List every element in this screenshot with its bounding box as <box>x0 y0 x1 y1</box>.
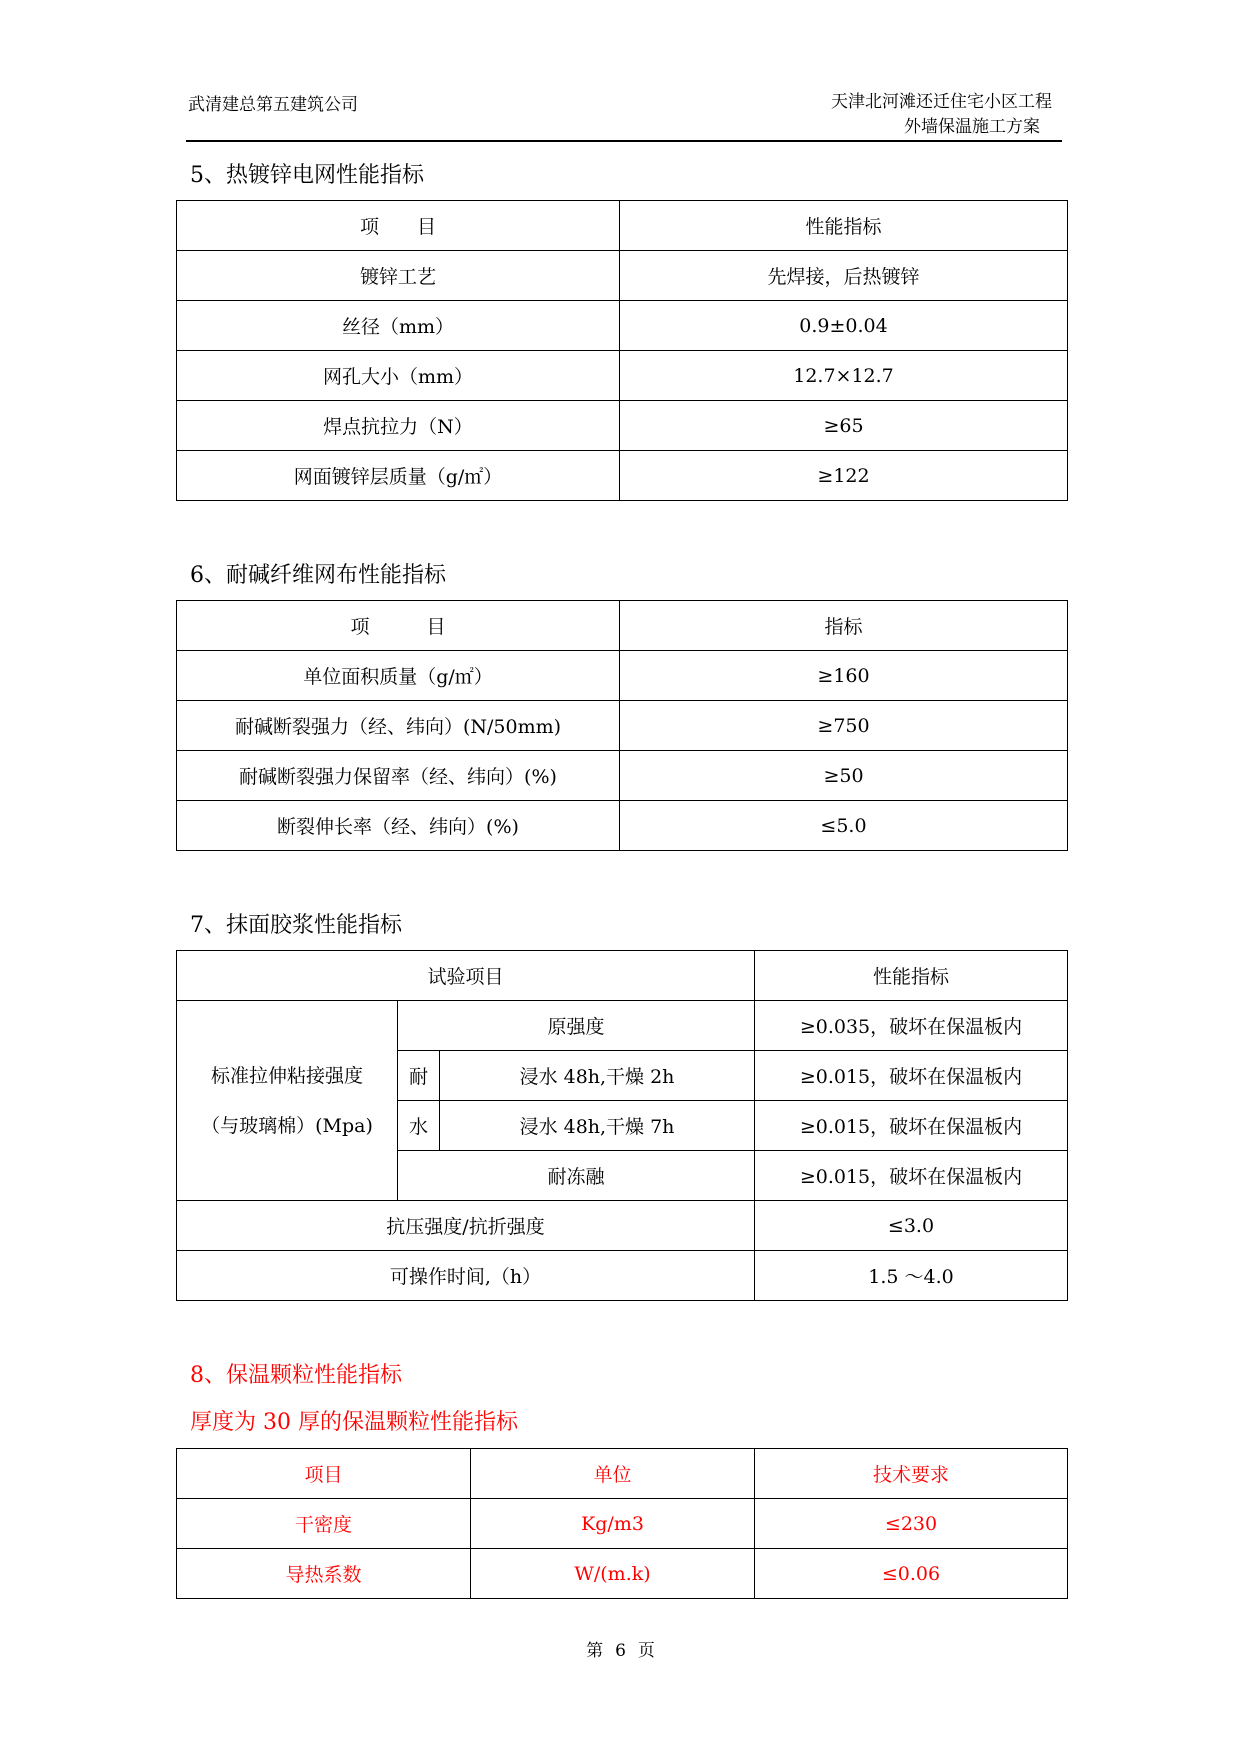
page-number-prefix: 第 <box>586 1641 604 1661</box>
item-cell: 干密度 <box>177 1499 471 1549</box>
header-cell: 性能指标 <box>755 951 1068 1001</box>
table-row <box>177 1201 1068 1251</box>
group-label-line2: （与玻璃棉）(Mpa) <box>201 1114 373 1137</box>
section6-table <box>176 600 1068 851</box>
table-row <box>177 651 1068 701</box>
header-cell: 单位 <box>471 1449 755 1499</box>
table-header-row <box>177 201 1068 251</box>
page-header <box>186 84 1062 142</box>
value-cell: 0.9±0.04 <box>620 301 1068 351</box>
project-title-line2: 外墙保温施工方案 <box>904 117 1040 137</box>
table-row <box>177 751 1068 801</box>
group-label-line1: 标准拉伸粘接强度 <box>210 1064 363 1087</box>
water-label-cell: 耐 <box>398 1051 440 1101</box>
table-row <box>177 801 1068 851</box>
value-cell: ≥0.015，破坏在保温板内 <box>755 1101 1068 1151</box>
group-label-cell <box>177 1001 398 1201</box>
table-row <box>177 1001 1068 1051</box>
value-cell: ≥0.035，破坏在保温板内 <box>755 1001 1068 1051</box>
section8-title: 8、保温颗粒性能指标 <box>190 1363 402 1388</box>
item-cell: 焊点抗拉力（N） <box>177 401 620 451</box>
table-row <box>177 401 1068 451</box>
header-cell: 指标 <box>620 601 1068 651</box>
value-cell: ≥122 <box>620 451 1068 501</box>
section6-title: 6、耐碱纤维网布性能指标 <box>190 563 446 588</box>
section5-title: 5、热镀锌电网性能指标 <box>190 163 424 188</box>
item-cell: 浸水 48h,干燥 2h <box>440 1051 755 1101</box>
value-cell: 1.5 ～4.0 <box>755 1251 1068 1301</box>
item-cell: 浸水 48h,干燥 7h <box>440 1101 755 1151</box>
item-cell: 镀锌工艺 <box>177 251 620 301</box>
table-header-row <box>177 951 1068 1001</box>
item-cell: 原强度 <box>398 1001 755 1051</box>
value-cell: ≥50 <box>620 751 1068 801</box>
company-name: 武清建总第五建筑公司 <box>188 95 358 115</box>
value-cell: ≥0.015，破坏在保温板内 <box>755 1151 1068 1201</box>
page-footer <box>0 1636 1241 1661</box>
item-cell: 丝径（mm） <box>177 301 620 351</box>
value-cell: ≤5.0 <box>620 801 1068 851</box>
unit-cell: W/(m.k) <box>471 1549 755 1599</box>
item-cell: 网孔大小（mm） <box>177 351 620 401</box>
section8-subtitle: 厚度为 30 厚的保温颗粒性能指标 <box>190 1410 518 1435</box>
unit-cell: Kg/m3 <box>471 1499 755 1549</box>
table-row <box>177 301 1068 351</box>
table-row <box>177 701 1068 751</box>
item-cell: 耐冻融 <box>398 1151 755 1201</box>
table-header-row <box>177 1449 1068 1499</box>
value-cell: ≤3.0 <box>755 1201 1068 1251</box>
item-cell: 可操作时间,（h） <box>177 1251 755 1301</box>
header-cell: 试验项目 <box>177 951 755 1001</box>
table-row <box>177 1549 1068 1599</box>
value-cell: ≤230 <box>755 1499 1068 1549</box>
header-cell: 项 目 <box>177 601 620 651</box>
item-cell: 网面镀锌层质量（g/㎡） <box>177 451 620 501</box>
table-row <box>177 1251 1068 1301</box>
header-cell: 项 目 <box>177 201 620 251</box>
value-cell: ≥750 <box>620 701 1068 751</box>
page-number: 6 <box>615 1641 626 1661</box>
header-cell: 项目 <box>177 1449 471 1499</box>
header-cell: 性能指标 <box>620 201 1068 251</box>
section7-title: 7、抹面胶浆性能指标 <box>190 913 402 938</box>
item-cell: 耐碱断裂强力保留率（经、纬向）(%) <box>177 751 620 801</box>
section7-table <box>176 950 1068 1301</box>
value-cell: ≤0.06 <box>755 1549 1068 1599</box>
item-cell: 单位面积质量（g/㎡） <box>177 651 620 701</box>
section5-table <box>176 200 1068 501</box>
value-cell: 12.7×12.7 <box>620 351 1068 401</box>
item-cell: 耐碱断裂强力（经、纬向）(N/50mm) <box>177 701 620 751</box>
table-row <box>177 451 1068 501</box>
project-title-line1: 天津北河滩还迁住宅小区工程 <box>831 92 1052 112</box>
item-cell: 断裂伸长率（经、纬向）(%) <box>177 801 620 851</box>
table-row <box>177 351 1068 401</box>
table-header-row <box>177 601 1068 651</box>
page-number-suffix: 页 <box>637 1641 655 1661</box>
section8-table <box>176 1448 1068 1599</box>
value-cell: ≥65 <box>620 401 1068 451</box>
water-label-cell: 水 <box>398 1101 440 1151</box>
value-cell: 先焊接，后热镀锌 <box>620 251 1068 301</box>
table-row <box>177 251 1068 301</box>
value-cell: ≥0.015，破坏在保温板内 <box>755 1051 1068 1101</box>
item-cell: 导热系数 <box>177 1549 471 1599</box>
item-cell: 抗压强度/抗折强度 <box>177 1201 755 1251</box>
project-title <box>831 90 1052 140</box>
header-cell: 技术要求 <box>755 1449 1068 1499</box>
table-row <box>177 1499 1068 1549</box>
value-cell: ≥160 <box>620 651 1068 701</box>
